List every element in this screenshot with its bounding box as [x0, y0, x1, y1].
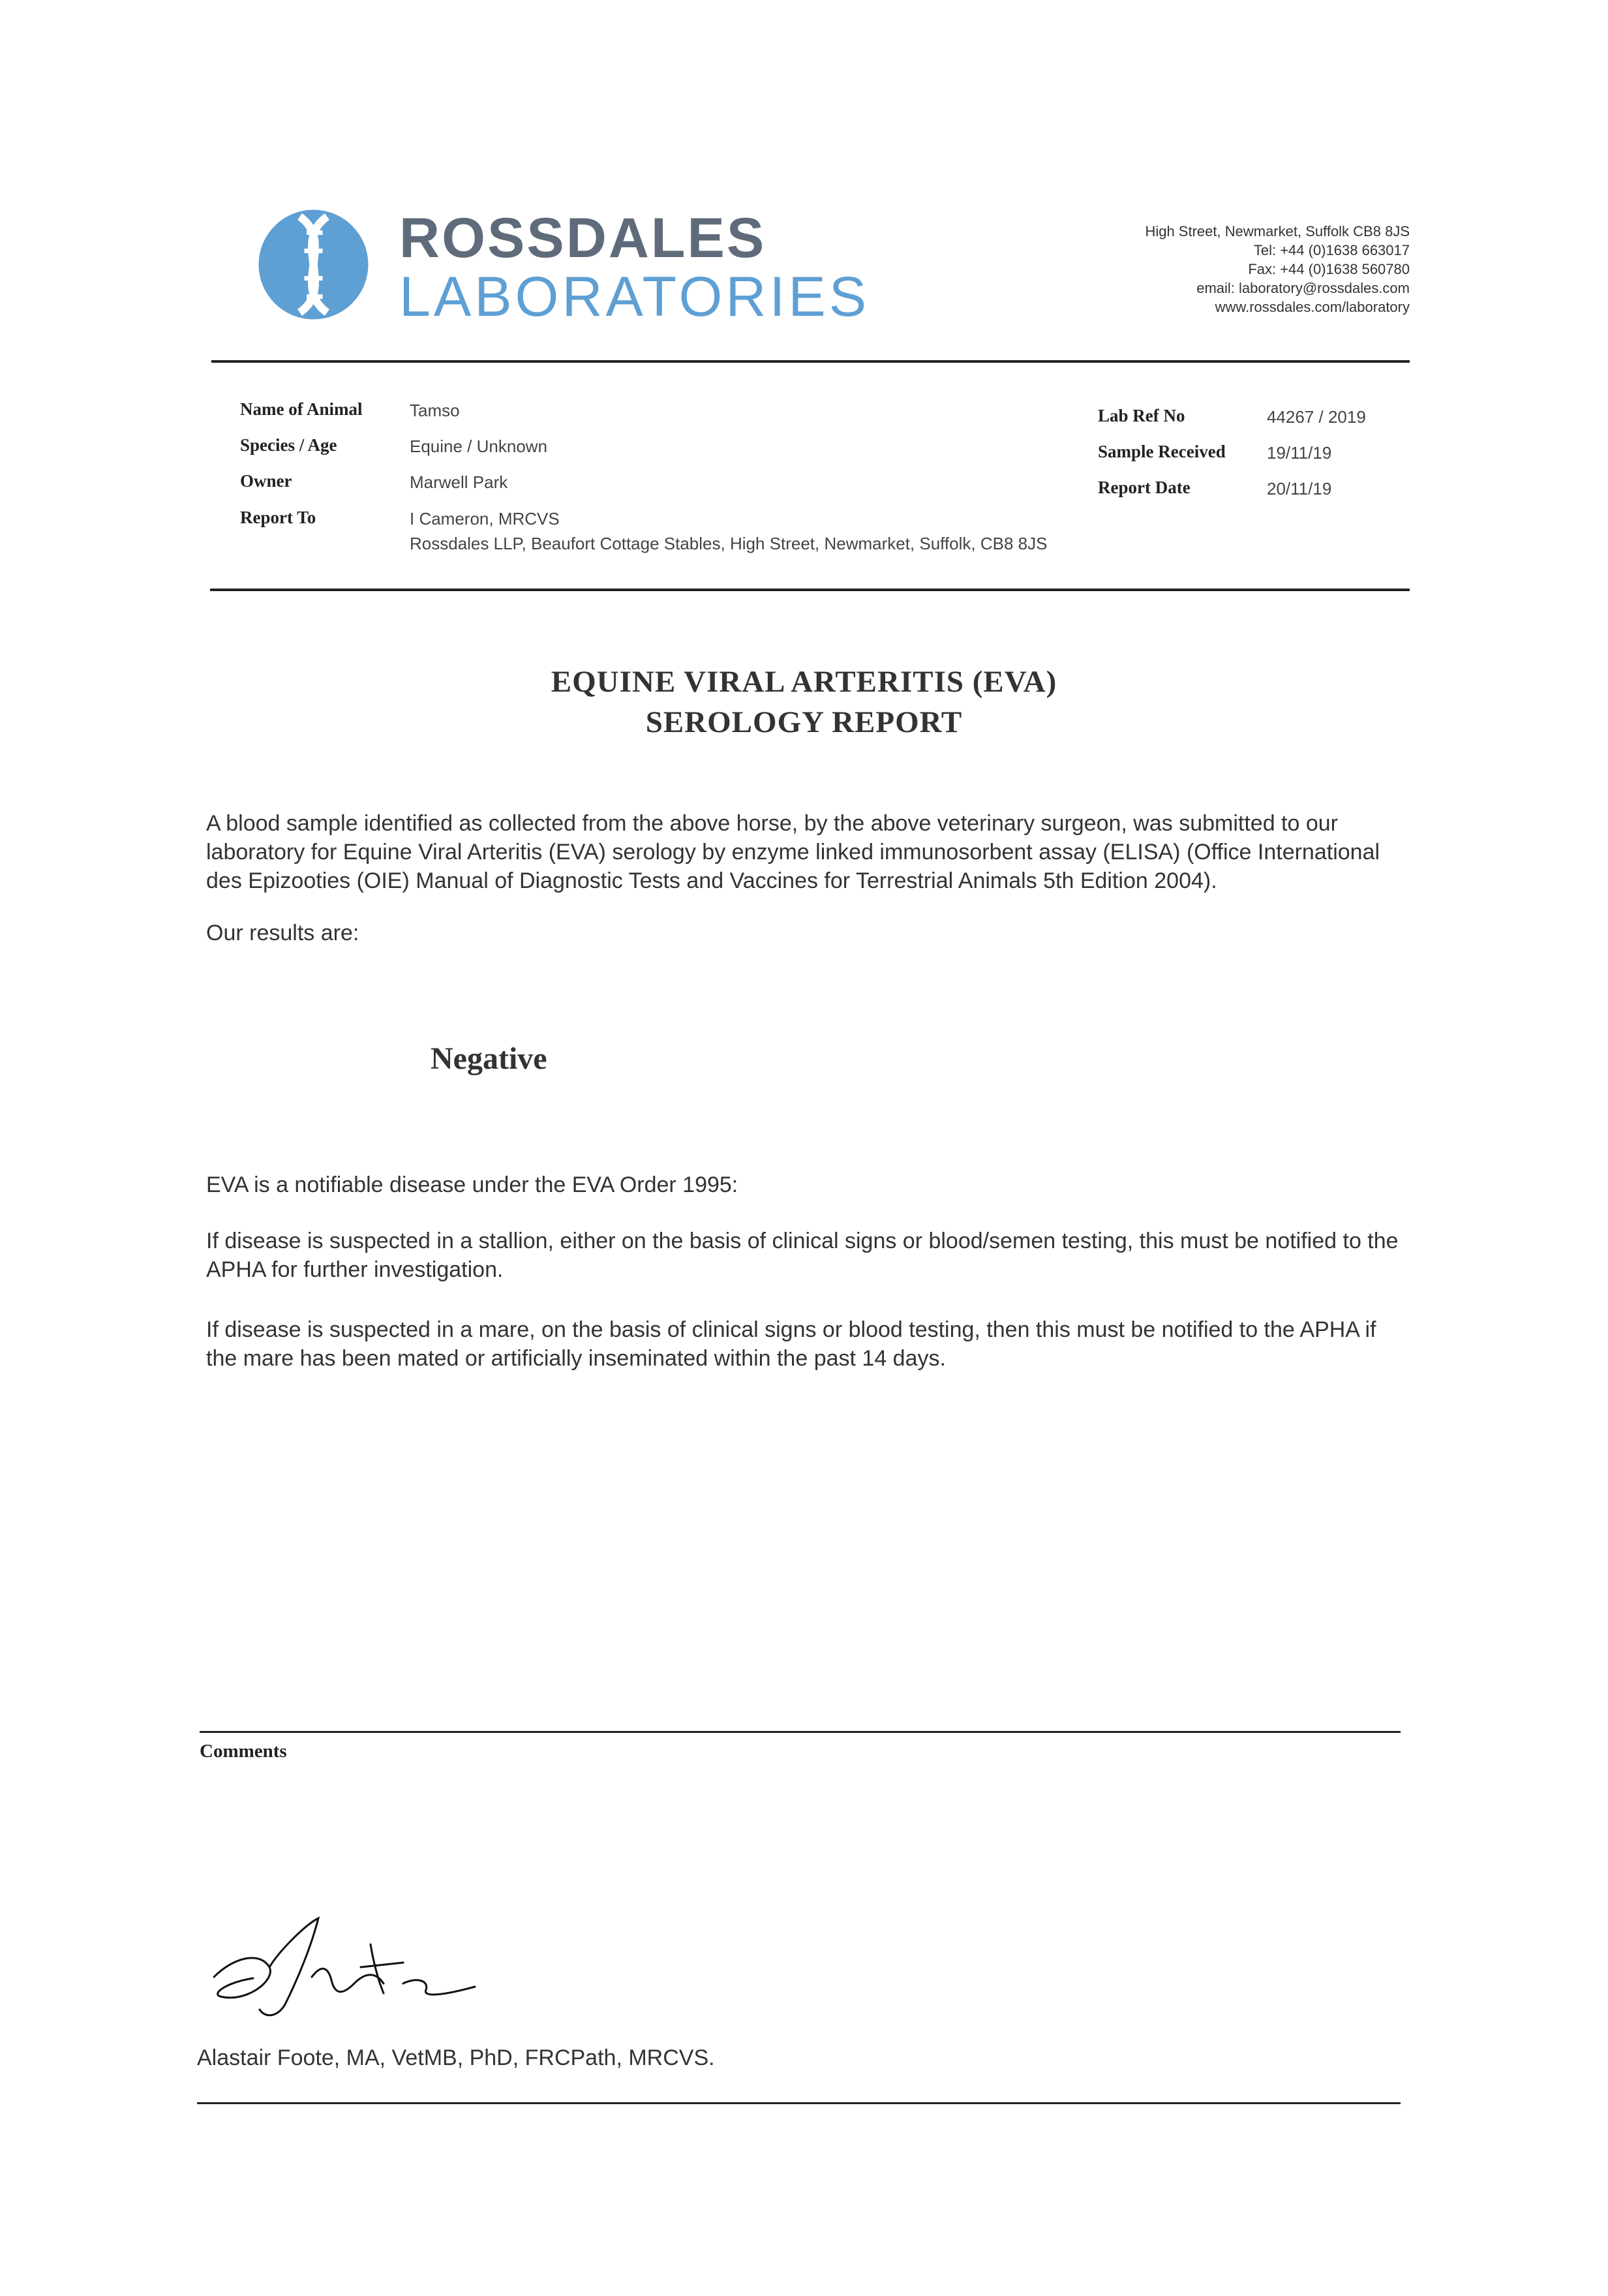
report-date-value: 20/11/19 [1267, 479, 1332, 498]
comments-divider [200, 1731, 1401, 1733]
report-to-address: Rossdales LLP, Beaufort Cottage Stables, High Street, Newmarket, Suffolk, CB8 8JS [410, 534, 1048, 553]
mare-note: If disease is suspected in a mare, on the basis of clinical signs or blood testing, then this must be notified to the APHA if the mare has been mated or artificially inseminated within the past 14 days. [206, 1317, 1376, 1371]
telephone: Tel: +44 (0)1638 663017 [1253, 242, 1410, 258]
website: www.rossdales.com/laboratory [1215, 299, 1410, 315]
intro-paragraph: A blood sample identified as collected from the above horse, by the above veterinary surgeon, was submitted to our laboratory for Equine Viral Arteritis (EVA) serology by enzyme linked immunosorbent assay (ELISA) (Office International des Epizooties (OIE) Manual of Diagnostic Tests and Vaccines for Terrestrial Animals 5th Edition 2004). [206, 811, 1380, 893]
report-to-label: Report To [240, 508, 316, 527]
stallion-note: If disease is suspected in a stallion, either on the basis of clinical signs or blood/semen testing, this must be notified to the APHA for further investigation. [206, 1229, 1399, 1282]
comments-label: Comments [200, 1741, 287, 1762]
notifiable-statement: EVA is a notifiable disease under the EVA Order 1995: [206, 1172, 738, 1197]
owner-value: Marwell Park [410, 472, 508, 492]
name-of-animal-value: Tamso [410, 401, 460, 420]
report-title-line2: SEROLOGY REPORT [645, 705, 963, 739]
dna-logo-icon [256, 207, 371, 322]
email: email: laboratory@rossdales.com [1196, 280, 1410, 296]
report-to-name: I Cameron, MRCVS [410, 509, 560, 528]
report-title-line1: EQUINE VIRAL ARTERITIS (EVA) [551, 665, 1057, 699]
brand-subtitle: LABORATORIES [399, 266, 870, 328]
name-of-animal-label: Name of Animal [240, 399, 363, 419]
sample-received-label: Sample Received [1098, 442, 1226, 461]
sample-received-value: 19/11/19 [1267, 443, 1332, 463]
brand-name: ROSSDALES [399, 207, 766, 269]
address: High Street, Newmarket, Suffolk CB8 8JS [1145, 223, 1410, 239]
contact-block [1145, 222, 1410, 316]
report-date-label: Report Date [1098, 478, 1191, 497]
owner-label: Owner [240, 471, 292, 491]
lab-ref-value: 44267 / 2019 [1267, 407, 1366, 427]
signature-icon [207, 1905, 508, 2036]
lab-ref-label: Lab Ref No [1098, 406, 1185, 425]
species-age-value: Equine / Unknown [410, 436, 548, 456]
test-result: Negative [431, 1041, 547, 1076]
results-intro: Our results are: [206, 921, 359, 945]
species-age-label: Species / Age [240, 435, 337, 455]
info-divider [210, 589, 1410, 591]
fax: Fax: +44 (0)1638 560780 [1248, 261, 1410, 277]
header-divider [211, 360, 1410, 363]
signature-divider [197, 2102, 1401, 2104]
signatory: Alastair Foote, MA, VetMB, PhD, FRCPath, MRCVS. [197, 2045, 715, 2070]
